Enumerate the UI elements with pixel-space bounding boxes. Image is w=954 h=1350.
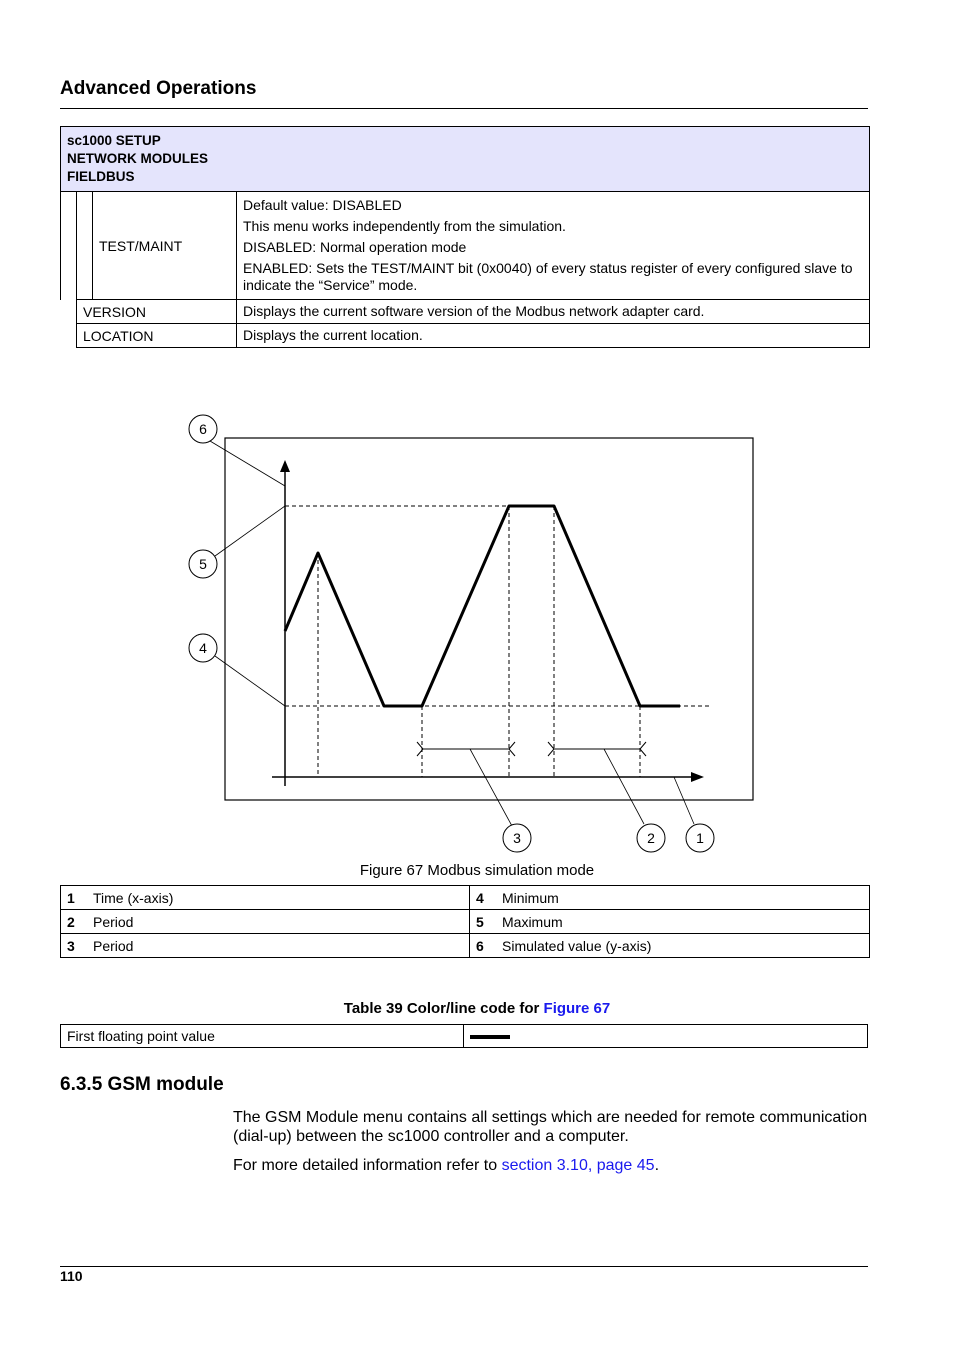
y-axis-arrow [280, 460, 290, 472]
table-title-text: Table 39 Color/line code for [343, 1000, 544, 1017]
section-3-10-link[interactable]: section 3.10, page 45 [501, 1157, 655, 1174]
legend-text: Period [87, 910, 470, 934]
figure-67-link[interactable]: Figure 67 [543, 1000, 611, 1017]
callout-number: 6 [199, 421, 207, 437]
legend-text: Time (x-axis) [87, 886, 470, 910]
x-axis-arrow [691, 772, 704, 782]
legend-number: 5 [470, 910, 497, 934]
gsm-paragraph: The GSM Module menu contains all settings which are needed for remote communication (dial-up) between the sc1000 controller and a computer. [233, 1109, 868, 1145]
callout-number: 1 [696, 830, 704, 846]
leader-line [210, 441, 285, 486]
modbus-simulation-figure [180, 410, 780, 860]
legend-text: Period [87, 934, 470, 958]
leader-line [470, 749, 512, 826]
line-sample [470, 1035, 510, 1039]
menu-item-location: LOCATION [77, 324, 237, 348]
gsm-module-heading: 6.3.5 GSM module [60, 1074, 224, 1095]
line-code-label: First floating point value [61, 1025, 464, 1048]
footer-rule [60, 1266, 868, 1267]
description-line: ENABLED: Sets the TEST/MAINT bit (0x0040) of every status register of every configured slave to indicate the “Service” mode. [243, 260, 853, 293]
period-tick [548, 742, 554, 756]
description-line: Displays the current location. [243, 327, 423, 343]
figure-caption: Figure 67 Modbus simulation mode [359, 862, 595, 879]
menu-path-line: FIELDBUS [67, 169, 135, 184]
legend-row [61, 910, 870, 934]
callout-number: 2 [647, 830, 655, 846]
callout-number: 4 [199, 640, 207, 656]
guide-lines [285, 506, 710, 777]
indent-cell [61, 324, 77, 348]
simulated-value-line [285, 506, 680, 706]
leader-line [604, 749, 644, 824]
figure-legend-table [60, 885, 870, 958]
menu-item-version: VERSION [77, 300, 237, 324]
gsm-reference-paragraph [233, 1156, 873, 1175]
menu-item-test-maint: TEST/MAINT [93, 192, 237, 300]
indent-cell [61, 300, 77, 324]
menu-table [60, 126, 870, 348]
menu-item-description [237, 324, 870, 348]
description-line: Displays the current software version of the Modbus network adapter card. [243, 303, 705, 319]
indent-cell [61, 192, 77, 300]
legend-text: Maximum [496, 910, 870, 934]
legend-row [61, 934, 870, 958]
legend-text: Simulated value (y-axis) [496, 934, 870, 958]
menu-path-header [61, 127, 870, 192]
legend-number: 2 [61, 910, 88, 934]
description-line: DISABLED: Normal operation mode [243, 239, 467, 255]
page-number: 110 [60, 1268, 83, 1284]
legend-row [61, 886, 870, 910]
callout-number: 3 [513, 830, 521, 846]
table-row [61, 1025, 868, 1048]
legend-number: 3 [61, 934, 88, 958]
menu-path-line: NETWORK MODULES [67, 151, 208, 166]
description-line: Default value: DISABLED [243, 197, 402, 213]
legend-number: 1 [61, 886, 88, 910]
menu-item-description [237, 300, 870, 324]
reference-text: . [654, 1157, 660, 1174]
description-line: This menu works independently from the simulation. [243, 218, 566, 234]
reference-text: For more detailed information refer to [233, 1157, 502, 1174]
table-39-title [0, 1000, 954, 1017]
figure-frame [225, 438, 753, 800]
legend-number: 6 [470, 934, 497, 958]
header-rule [60, 108, 868, 109]
callouts [189, 415, 714, 852]
menu-item-description [237, 192, 870, 300]
legend-number: 4 [470, 886, 497, 910]
color-line-code-table [60, 1024, 868, 1048]
callout-number: 5 [199, 556, 207, 572]
period-tick [509, 742, 515, 756]
indent-cell [77, 192, 93, 300]
period-markers [417, 742, 646, 756]
period-tick [640, 742, 646, 756]
page-section-title: Advanced Operations [60, 78, 257, 99]
line-code-sample-cell [464, 1025, 868, 1048]
legend-text: Minimum [496, 886, 870, 910]
menu-path-line: sc1000 SETUP [67, 133, 161, 148]
